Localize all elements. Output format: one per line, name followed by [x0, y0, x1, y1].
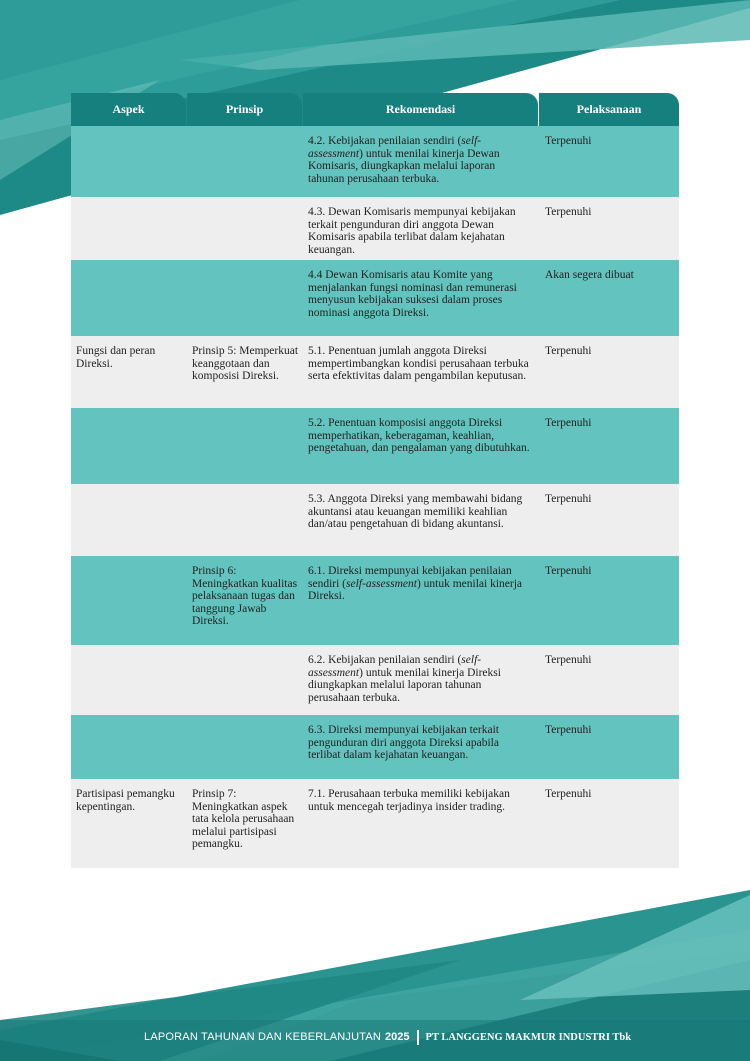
cell-aspek	[71, 197, 186, 260]
cell-prinsip: Prinsip 5: Memperkuat keanggotaan dan komposisi Direksi.	[192, 345, 299, 383]
cell-rekomendasi: 7.1. Perusahaan terbuka memiliki kebijakan untuk mencegah terjadinya insider trading.	[308, 788, 510, 813]
table-body	[71, 126, 679, 868]
cell-pelaksanaan: Terpenuhi	[545, 724, 592, 736]
cell-prinsip: Prinsip 6: Meningkatkan kualitas pelaksanaan tugas dan tanggung Jawab Direksi.	[192, 565, 298, 628]
cell-pelaksanaan: Terpenuhi	[545, 654, 592, 666]
cell-prinsip	[187, 715, 302, 779]
cell-pelaksanaan: Akan segera dibuat	[545, 269, 634, 281]
cell-rekomendasi: 5.1. Penentuan jumlah anggota Direksi mempertimbangkan kondisi perusahaan terbuka serta efektivitas dalam pengambilan keputusan.	[308, 345, 529, 383]
header-pelaksanaan: Pelaksanaan	[539, 93, 679, 126]
cell-rekomendasi: 6.3. Direksi mempunyai kebijakan terkait pengunduran diri anggota Direksi apabila terlibat dalam kejahatan keuangan.	[308, 724, 499, 762]
cell-rekomendasi: 4.3. Dewan Komisaris mempunyai kebijakan terkait pengunduran diri anggota Dewan Komisaris apabila terlibat dalam kejahatan keuangan.	[308, 206, 516, 256]
cell-pelaksanaan: Terpenuhi	[545, 345, 592, 357]
cell-aspek	[71, 408, 186, 484]
cell-aspek	[71, 126, 186, 197]
cell-aspek	[71, 556, 186, 645]
table-header	[71, 93, 679, 126]
page-footer	[144, 1027, 744, 1047]
cell-rekomendasi: 5.3. Anggota Direksi yang membawahi bidang akuntansi atau keuangan memiliki keahlian dan/atau pengetahuan di bidang akuntansi.	[308, 493, 523, 531]
cell-pelaksanaan: Terpenuhi	[545, 417, 592, 429]
table-row	[71, 336, 679, 408]
cell-pelaksanaan: Terpenuhi	[545, 493, 592, 505]
table-row	[71, 715, 679, 779]
cell-rekomendasi: 4.2. Kebijakan penilaian sendiri (self-assessment) untuk menilai kinerja Dewan Komisaris, diungkapkan melalui laporan tahunan perusahaan terbuka.	[308, 135, 500, 185]
cell-prinsip	[187, 260, 302, 336]
cell-aspek: Fungsi dan peran Direksi.	[76, 345, 156, 370]
report-year: 2025	[385, 1031, 410, 1043]
footer-divider	[417, 1030, 419, 1045]
cell-prinsip	[187, 645, 302, 715]
cell-prinsip	[187, 484, 302, 556]
cell-prinsip	[187, 126, 302, 197]
cell-aspek: Partisipasi pemangku kepentingan.	[76, 788, 175, 813]
cell-pelaksanaan: Terpenuhi	[545, 788, 592, 800]
table-row	[71, 197, 679, 260]
governance-table	[71, 93, 679, 868]
cell-prinsip	[187, 197, 302, 260]
header-prinsip: Prinsip	[187, 93, 302, 126]
cell-aspek	[71, 484, 186, 556]
cell-rekomendasi: 6.1. Direksi mempunyai kebijakan penilaian sendiri (self-assessment) untuk menilai kinerja Direksi.	[308, 565, 523, 603]
report-title: LAPORAN TAHUNAN DAN KEBERLANJUTAN	[144, 1031, 382, 1043]
cell-pelaksanaan: Terpenuhi	[545, 135, 592, 147]
cell-rekomendasi: 5.2. Penentuan komposisi anggota Direksi memperhatikan, keberagaman, keahlian, pengetahuan, dan pengalaman yang dibutuhkan.	[308, 417, 530, 455]
table-row	[71, 484, 679, 556]
cell-pelaksanaan: Terpenuhi	[545, 206, 592, 218]
header-rekomendasi: Rekomendasi	[303, 93, 538, 126]
cell-prinsip	[187, 408, 302, 484]
cell-rekomendasi: 6.2. Kebijakan penilaian sendiri (self-assessment) untuk menilai kinerja Direksi diungkapkan melalui laporan tahunan perusahaan terbuka.	[308, 654, 501, 704]
table-row	[71, 556, 679, 645]
table-row	[71, 260, 679, 336]
cell-prinsip: Prinsip 7: Meningkatkan aspek tata kelola perusahaan melalui partisipasi pemangku.	[192, 788, 295, 851]
company-name: PT LANGGENG MAKMUR INDUSTRI Tbk	[425, 1031, 632, 1043]
table-row	[71, 126, 679, 197]
table-row	[71, 408, 679, 484]
header-aspek: Aspek	[71, 93, 186, 126]
table-row	[71, 645, 679, 715]
cell-aspek	[71, 645, 186, 715]
cell-aspek	[71, 260, 186, 336]
table-row	[71, 779, 679, 868]
cell-rekomendasi: 4.4 Dewan Komisaris atau Komite yang menjalankan fungsi nominasi dan remunerasi menyusun kebijakan suksesi dalam proses nominasi anggota Direksi.	[308, 269, 517, 319]
cell-pelaksanaan: Terpenuhi	[545, 565, 592, 577]
cell-aspek	[71, 715, 186, 779]
